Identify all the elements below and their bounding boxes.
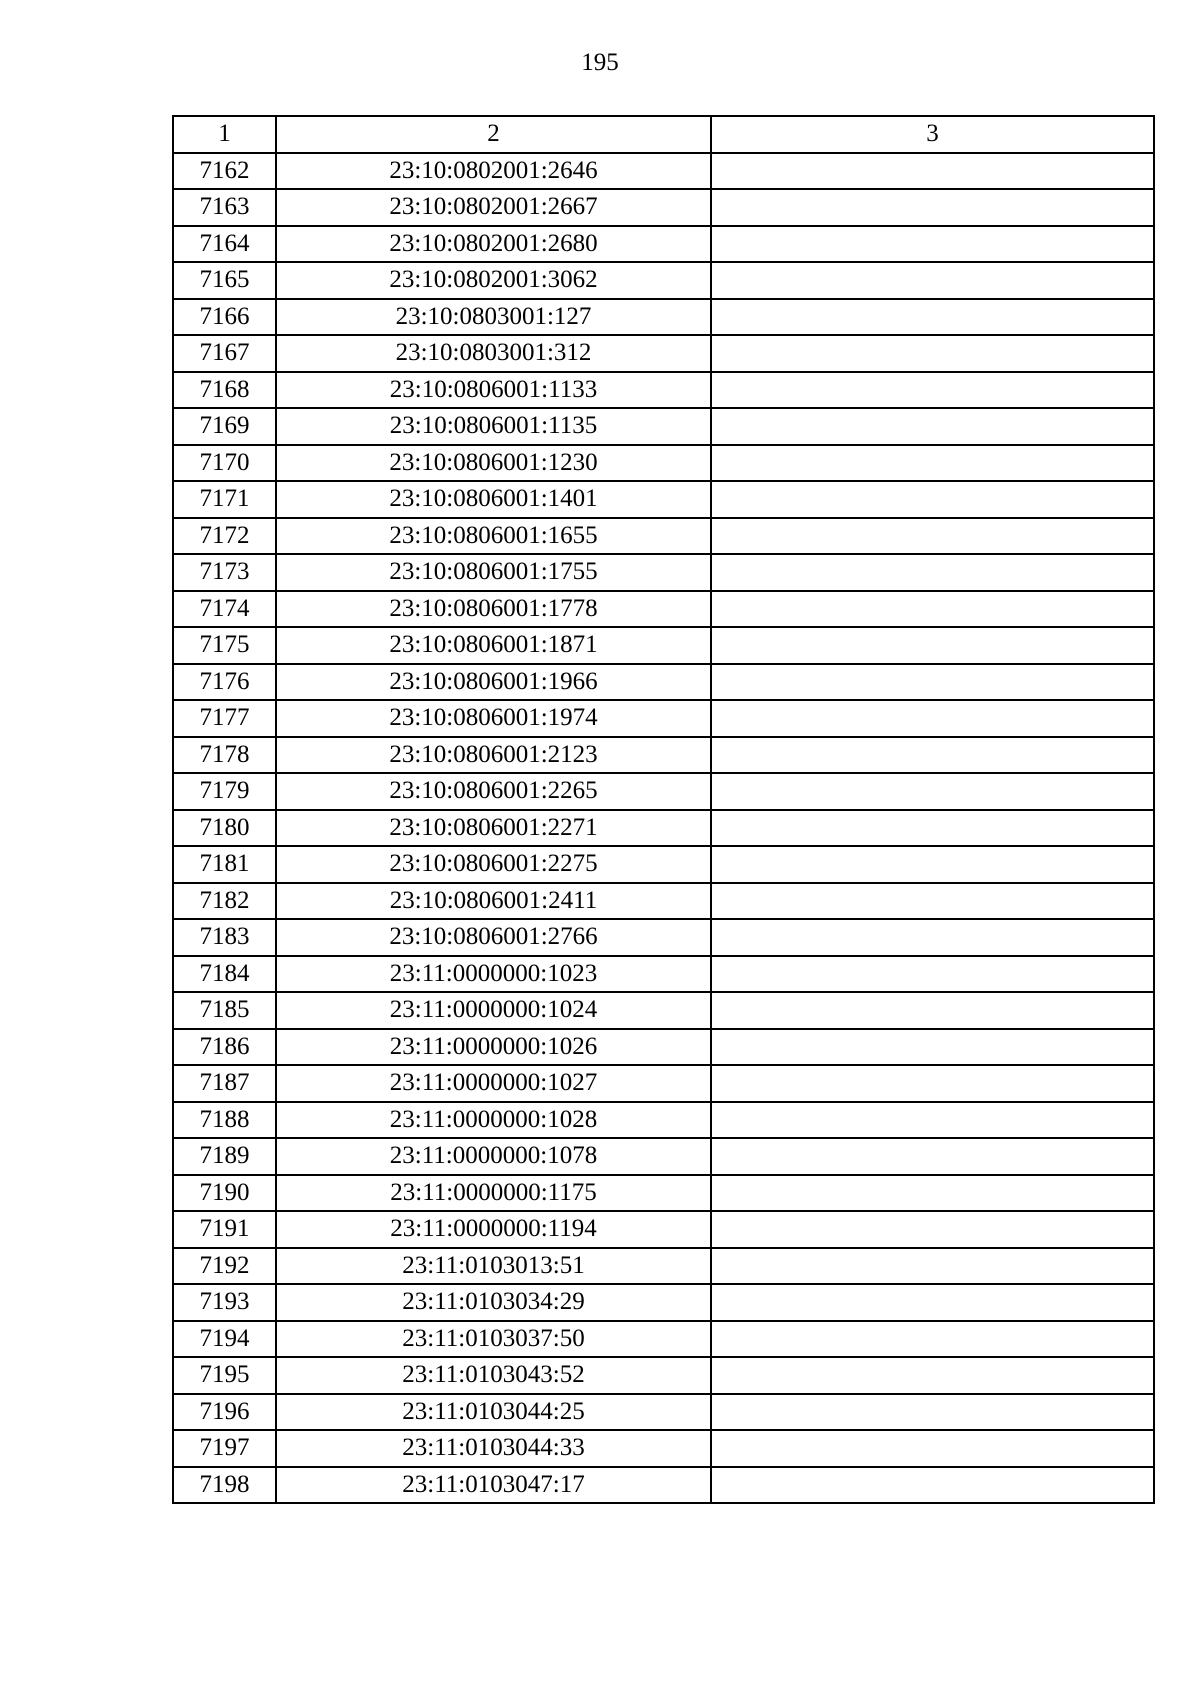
notes-cell bbox=[711, 700, 1154, 737]
row-number-cell: 7172 bbox=[173, 518, 276, 555]
row-number-cell: 7167 bbox=[173, 335, 276, 372]
table-row bbox=[173, 153, 1154, 190]
notes-cell bbox=[711, 153, 1154, 190]
cadastral-number-cell: 23:10:0806001:1966 bbox=[276, 664, 711, 701]
notes-cell bbox=[711, 445, 1154, 482]
row-number-cell: 7175 bbox=[173, 627, 276, 664]
table-row bbox=[173, 1102, 1154, 1139]
table-header bbox=[173, 116, 1154, 153]
cadastral-number-cell: 23:11:0103013:51 bbox=[276, 1248, 711, 1285]
notes-cell bbox=[711, 408, 1154, 445]
cadastral-number-cell: 23:11:0103044:33 bbox=[276, 1430, 711, 1467]
row-number-cell: 7186 bbox=[173, 1029, 276, 1066]
notes-cell bbox=[711, 956, 1154, 993]
cadastral-number-cell: 23:10:0803001:312 bbox=[276, 335, 711, 372]
table-row bbox=[173, 1467, 1154, 1504]
row-number-cell: 7179 bbox=[173, 773, 276, 810]
row-number-cell: 7168 bbox=[173, 372, 276, 409]
header-cell-2: 2 bbox=[276, 116, 711, 153]
table-body bbox=[173, 153, 1154, 1504]
cadastral-number-cell: 23:10:0806001:2766 bbox=[276, 919, 711, 956]
row-number-cell: 7195 bbox=[173, 1357, 276, 1394]
row-number-cell: 7192 bbox=[173, 1248, 276, 1285]
notes-cell bbox=[711, 846, 1154, 883]
table-row bbox=[173, 1248, 1154, 1285]
notes-cell bbox=[711, 627, 1154, 664]
table-row bbox=[173, 262, 1154, 299]
cadastral-number-cell: 23:11:0000000:1175 bbox=[276, 1175, 711, 1212]
table-row bbox=[173, 1321, 1154, 1358]
row-number-cell: 7193 bbox=[173, 1284, 276, 1321]
table-row bbox=[173, 1284, 1154, 1321]
cadastral-number-cell: 23:10:0806001:1778 bbox=[276, 591, 711, 628]
notes-cell bbox=[711, 299, 1154, 336]
row-number-cell: 7187 bbox=[173, 1065, 276, 1102]
notes-cell bbox=[711, 810, 1154, 847]
table-row bbox=[173, 299, 1154, 336]
register-table bbox=[172, 115, 1155, 1504]
table-row bbox=[173, 226, 1154, 263]
table-row bbox=[173, 335, 1154, 372]
table-row bbox=[173, 1430, 1154, 1467]
notes-cell bbox=[711, 1248, 1154, 1285]
cadastral-number-cell: 23:11:0103037:50 bbox=[276, 1321, 711, 1358]
notes-cell bbox=[711, 919, 1154, 956]
row-number-cell: 7194 bbox=[173, 1321, 276, 1358]
table-row bbox=[173, 189, 1154, 226]
cadastral-number-cell: 23:11:0000000:1194 bbox=[276, 1211, 711, 1248]
table-row bbox=[173, 1394, 1154, 1431]
notes-cell bbox=[711, 1029, 1154, 1066]
cadastral-number-cell: 23:11:0103034:29 bbox=[276, 1284, 711, 1321]
notes-cell bbox=[711, 518, 1154, 555]
row-number-cell: 7176 bbox=[173, 664, 276, 701]
table-row bbox=[173, 1029, 1154, 1066]
cadastral-number-cell: 23:11:0103043:52 bbox=[276, 1357, 711, 1394]
row-number-cell: 7174 bbox=[173, 591, 276, 628]
cadastral-number-cell: 23:10:0806001:2275 bbox=[276, 846, 711, 883]
cadastral-number-cell: 23:10:0802001:2680 bbox=[276, 226, 711, 263]
table-row bbox=[173, 481, 1154, 518]
table-row bbox=[173, 664, 1154, 701]
notes-cell bbox=[711, 226, 1154, 263]
notes-cell bbox=[711, 262, 1154, 299]
row-number-cell: 7173 bbox=[173, 554, 276, 591]
notes-cell bbox=[711, 883, 1154, 920]
cadastral-number-cell: 23:10:0806001:1755 bbox=[276, 554, 711, 591]
table-row bbox=[173, 1211, 1154, 1248]
cadastral-number-cell: 23:10:0802001:2646 bbox=[276, 153, 711, 190]
notes-cell bbox=[711, 992, 1154, 1029]
row-number-cell: 7171 bbox=[173, 481, 276, 518]
row-number-cell: 7188 bbox=[173, 1102, 276, 1139]
row-number-cell: 7190 bbox=[173, 1175, 276, 1212]
cadastral-number-cell: 23:11:0103047:17 bbox=[276, 1467, 711, 1504]
row-number-cell: 7181 bbox=[173, 846, 276, 883]
cadastral-number-cell: 23:10:0806001:2271 bbox=[276, 810, 711, 847]
notes-cell bbox=[711, 554, 1154, 591]
cadastral-number-cell: 23:10:0806001:1401 bbox=[276, 481, 711, 518]
cadastral-number-cell: 23:10:0806001:1133 bbox=[276, 372, 711, 409]
notes-cell bbox=[711, 1175, 1154, 1212]
cadastral-number-cell: 23:11:0103044:25 bbox=[276, 1394, 711, 1431]
row-number-cell: 7185 bbox=[173, 992, 276, 1029]
cadastral-number-cell: 23:10:0806001:2411 bbox=[276, 883, 711, 920]
table-row bbox=[173, 956, 1154, 993]
row-number-cell: 7178 bbox=[173, 737, 276, 774]
table-row bbox=[173, 554, 1154, 591]
cadastral-number-cell: 23:11:0000000:1024 bbox=[276, 992, 711, 1029]
table-row bbox=[173, 773, 1154, 810]
page-number: 195 bbox=[581, 49, 619, 76]
row-number-cell: 7177 bbox=[173, 700, 276, 737]
cadastral-number-cell: 23:10:0806001:1230 bbox=[276, 445, 711, 482]
table-row bbox=[173, 810, 1154, 847]
cadastral-number-cell: 23:10:0806001:1871 bbox=[276, 627, 711, 664]
row-number-cell: 7182 bbox=[173, 883, 276, 920]
cadastral-number-cell: 23:10:0806001:2265 bbox=[276, 773, 711, 810]
cadastral-number-cell: 23:10:0806001:2123 bbox=[276, 737, 711, 774]
notes-cell bbox=[711, 773, 1154, 810]
notes-cell bbox=[711, 1357, 1154, 1394]
notes-cell bbox=[711, 481, 1154, 518]
table-row bbox=[173, 1175, 1154, 1212]
row-number-cell: 7163 bbox=[173, 189, 276, 226]
notes-cell bbox=[711, 737, 1154, 774]
cadastral-number-cell: 23:10:0806001:1135 bbox=[276, 408, 711, 445]
table-row bbox=[173, 1138, 1154, 1175]
row-number-cell: 7164 bbox=[173, 226, 276, 263]
row-number-cell: 7191 bbox=[173, 1211, 276, 1248]
table-row bbox=[173, 846, 1154, 883]
notes-cell bbox=[711, 189, 1154, 226]
notes-cell bbox=[711, 1394, 1154, 1431]
row-number-cell: 7180 bbox=[173, 810, 276, 847]
notes-cell bbox=[711, 1065, 1154, 1102]
cadastral-number-cell: 23:11:0000000:1027 bbox=[276, 1065, 711, 1102]
row-number-cell: 7184 bbox=[173, 956, 276, 993]
row-number-cell: 7197 bbox=[173, 1430, 276, 1467]
header-cell-3: 3 bbox=[711, 116, 1154, 153]
row-number-cell: 7198 bbox=[173, 1467, 276, 1504]
notes-cell bbox=[711, 1321, 1154, 1358]
cadastral-number-cell: 23:10:0803001:127 bbox=[276, 299, 711, 336]
notes-cell bbox=[711, 335, 1154, 372]
table-row bbox=[173, 518, 1154, 555]
notes-cell bbox=[711, 1467, 1154, 1504]
notes-cell bbox=[711, 664, 1154, 701]
row-number-cell: 7169 bbox=[173, 408, 276, 445]
row-number-cell: 7162 bbox=[173, 153, 276, 190]
notes-cell bbox=[711, 1138, 1154, 1175]
table-row bbox=[173, 408, 1154, 445]
row-number-cell: 7165 bbox=[173, 262, 276, 299]
cadastral-number-cell: 23:10:0806001:1655 bbox=[276, 518, 711, 555]
notes-cell bbox=[711, 1430, 1154, 1467]
row-number-cell: 7183 bbox=[173, 919, 276, 956]
row-number-cell: 7189 bbox=[173, 1138, 276, 1175]
table-row bbox=[173, 737, 1154, 774]
table-row bbox=[173, 992, 1154, 1029]
table-row bbox=[173, 700, 1154, 737]
cadastral-number-cell: 23:11:0000000:1023 bbox=[276, 956, 711, 993]
cadastral-number-cell: 23:11:0000000:1078 bbox=[276, 1138, 711, 1175]
notes-cell bbox=[711, 1211, 1154, 1248]
cadastral-number-cell: 23:11:0000000:1026 bbox=[276, 1029, 711, 1066]
table-row bbox=[173, 591, 1154, 628]
row-number-cell: 7166 bbox=[173, 299, 276, 336]
table-row bbox=[173, 627, 1154, 664]
table-row bbox=[173, 883, 1154, 920]
cadastral-number-cell: 23:10:0802001:2667 bbox=[276, 189, 711, 226]
table-row bbox=[173, 372, 1154, 409]
header-row bbox=[173, 116, 1154, 153]
notes-cell bbox=[711, 591, 1154, 628]
cadastral-number-cell: 23:11:0000000:1028 bbox=[276, 1102, 711, 1139]
cadastral-number-cell: 23:10:0802001:3062 bbox=[276, 262, 711, 299]
notes-cell bbox=[711, 1284, 1154, 1321]
table-row bbox=[173, 445, 1154, 482]
table-row bbox=[173, 1065, 1154, 1102]
table-row bbox=[173, 919, 1154, 956]
cadastral-number-cell: 23:10:0806001:1974 bbox=[276, 700, 711, 737]
row-number-cell: 7170 bbox=[173, 445, 276, 482]
notes-cell bbox=[711, 372, 1154, 409]
table-row bbox=[173, 1357, 1154, 1394]
notes-cell bbox=[711, 1102, 1154, 1139]
row-number-cell: 7196 bbox=[173, 1394, 276, 1431]
header-cell-1: 1 bbox=[173, 116, 276, 153]
